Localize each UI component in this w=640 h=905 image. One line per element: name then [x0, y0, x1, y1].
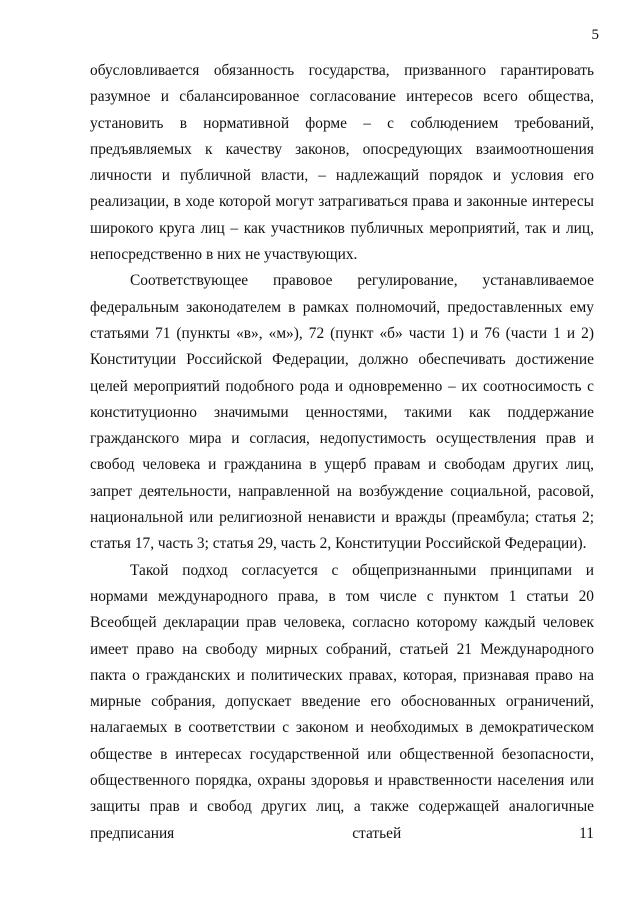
page-number: 5 [591, 27, 599, 43]
paragraph-legal-regulation: Соответствующее правовое регулирование, устанавливаемое федеральным законодателем в рамках полномочий, предоставленных ему статьями 71 (пункты «в», «м»), 72 (пункт «б» части 1) и 76 (части 1 и 2) Конституции Российской Федерации, должно обеспечивать достижение целей мероприятий подобного рода и одновременно – их соотносимость с конституционно значимыми ценностями, такими как поддержание гражданского мира и согласия, недопустимость осуществления прав и свобод человека и гражданина в ущерб правам и свободам других лиц, запрет деятельности, направленной на возбуждение социальной, расовой, национальной или религиозной ненависти и вражды (преамбула; статья 2; статья 17, часть 3; статья 29, часть 2, Конституции Российской Федерации). [90, 272, 594, 553]
document-body [90, 58, 594, 847]
paragraph-continued: обусловливается обязанность государства, призванного гарантировать разумное и сбалансированное согласование интересов всего общества, установить в нормативной форме – с соблюдением требований, предъявляемых к качеству законов, опосредующих взаимоотношения личности и публичной власти, – надлежащий порядок и условия его реализации, в ходе которой могут затрагиваться права и законные интересы широкого круга лиц – как участников публичных мероприятий, так и лиц, непосредственно в них не участвующих. [90, 62, 594, 264]
paragraph-international-law: Такой подход согласуется с общепризнанными принципами и нормами международного права, в том числе с пунктом 1 статьи 20 Всеобщей декларации прав человека, согласно которому каждый человек имеет право на свободу мирных собраний, статьей 21 Международного пакта о гражданских и политических правах, которая, признавая право на мирные собрания, допускает введение его обоснованных ограничений, налагаемых в соответствии с законом и необходимых в демократическом обществе в интересах государственной или общественной безопасности, общественного порядка, охраны здоровья и нравственности населения или защиты прав и свобод других лиц, а также содержащей аналогичные предписания статьей 11 [90, 561, 594, 842]
